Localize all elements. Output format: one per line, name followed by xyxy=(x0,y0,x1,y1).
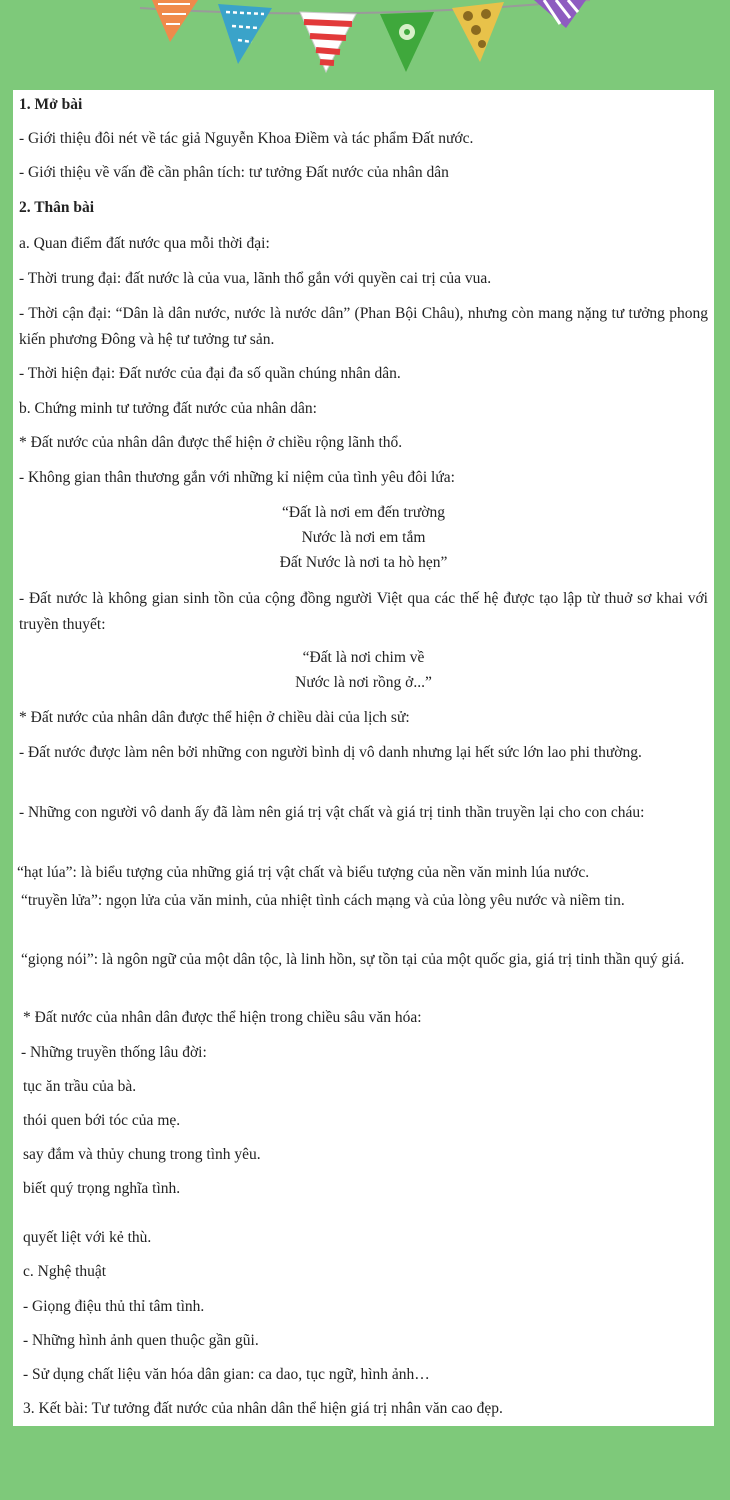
flag-purple-striped xyxy=(534,0,586,28)
text-line: - Thời trung đại: đất nước là của vua, lãnh thổ gắn với quyền cai trị của vua. xyxy=(19,270,492,287)
text-line: b. Chứng minh tư tưởng đất nước của nhân dân: xyxy=(19,400,317,417)
text-line: - Những truyền thống lâu đời: xyxy=(21,1044,207,1061)
flag-red-striped xyxy=(300,12,356,72)
list-item: biết quý trọng nghĩa tình. xyxy=(23,1180,181,1197)
text-line: - Giới thiệu về vấn đề cần phân tích: tư tưởng Đất nước của nhân dân xyxy=(19,164,449,181)
poem-line: Nước là nơi em tắm xyxy=(301,529,426,546)
heading-than-bai: 2. Thân bài xyxy=(19,199,95,216)
poem-line: “Đất là nơi chim về xyxy=(302,649,425,666)
text-line: * Đất nước của nhân dân được thể hiện ở chiều rộng lãnh thổ. xyxy=(19,434,403,451)
text-line: - Thời hiện đại: Đất nước của đại đa số quần chúng nhân dân. xyxy=(19,365,401,382)
text-line: * Đất nước của nhân dân được thể hiện ở chiều dài của lịch sử: xyxy=(19,709,410,726)
poem-line: Nước là nơi rồng ở...” xyxy=(295,674,432,691)
flag-yellow-dotted xyxy=(452,2,504,62)
text-paragraph: - Những con người vô danh ấy đã làm nên giá trị vật chất và giá trị tinh thần truyền lại cho con cháu: xyxy=(19,804,645,821)
text-paragraph: - Đất nước là không gian sinh tồn của cộng đồng người Việt qua các thế hệ được tạo lập từ thuở sơ khai với truyền thuyết: xyxy=(19,590,708,633)
text-paragraph: - Thời cận đại: “Dân là dân nước, nước là nước dân” (Phan Bội Châu), nhưng còn mang nặng tư tưởng phong kiến phương Đông và hệ tư tưởng tư sản. xyxy=(19,305,708,348)
flag-blue-pattern xyxy=(218,4,272,64)
text-line: a. Quan điểm đất nước qua mỗi thời đại: xyxy=(19,235,270,252)
flag-green-floral xyxy=(380,12,434,72)
text-line: - Sử dụng chất liệu văn hóa dân gian: ca dao, tục ngữ, hình ảnh… xyxy=(23,1366,430,1383)
text-line: - Giọng điệu thủ thỉ tâm tình. xyxy=(23,1298,205,1315)
heading-mo-bai: 1. Mở bài xyxy=(19,96,83,113)
text-paragraph: “giọng nói”: là ngôn ngữ của một dân tộc, là linh hồn, sự tồn tại của một quốc gia, giá trị tinh thần quý giá. xyxy=(21,951,685,968)
flag-orange-pattern xyxy=(152,0,198,42)
poem-line: Đất Nước là nơi ta hò hẹn” xyxy=(279,554,448,571)
text-line: - Không gian thân thương gắn với những kỉ niệm của tình yêu đôi lứa: xyxy=(19,469,455,486)
text-line: - Những hình ảnh quen thuộc gần gũi. xyxy=(23,1332,259,1349)
heading-nghe-thuat: c. Nghệ thuật xyxy=(23,1263,107,1280)
list-item: thói quen bới tóc của mẹ. xyxy=(23,1112,181,1129)
bunting-decoration xyxy=(0,0,730,90)
heading-ket-bai: 3. Kết bài: Tư tưởng đất nước của nhân dân thể hiện giá trị nhân văn cao đẹp. xyxy=(23,1400,503,1417)
text-line: * Đất nước của nhân dân được thể hiện trong chiều sâu văn hóa: xyxy=(23,1009,422,1026)
text-line: - Giới thiệu đôi nét về tác giả Nguyễn Khoa Điềm và tác phẩm Đất nước. xyxy=(19,130,474,147)
list-item: tục ăn trầu của bà. xyxy=(23,1078,137,1095)
text-line: “hạt lúa”: là biểu tượng của những giá trị vật chất và biểu tượng của nền văn minh lúa nước. xyxy=(17,864,590,881)
poem-line: “Đất là nơi em đến trường xyxy=(282,504,445,521)
content-card xyxy=(13,90,714,1426)
text-paragraph: “truyền lửa”: ngọn lửa của văn minh, của nhiệt tình cách mạng và của lòng yêu nước và niềm tin. xyxy=(21,892,625,909)
list-item: quyết liệt với kẻ thù. xyxy=(23,1229,152,1246)
text-paragraph: - Đất nước được làm nên bởi những con người bình dị vô danh nhưng lại hết sức lớn lao phi thường. xyxy=(19,744,642,761)
list-item: say đắm và thủy chung trong tình yêu. xyxy=(23,1146,261,1163)
